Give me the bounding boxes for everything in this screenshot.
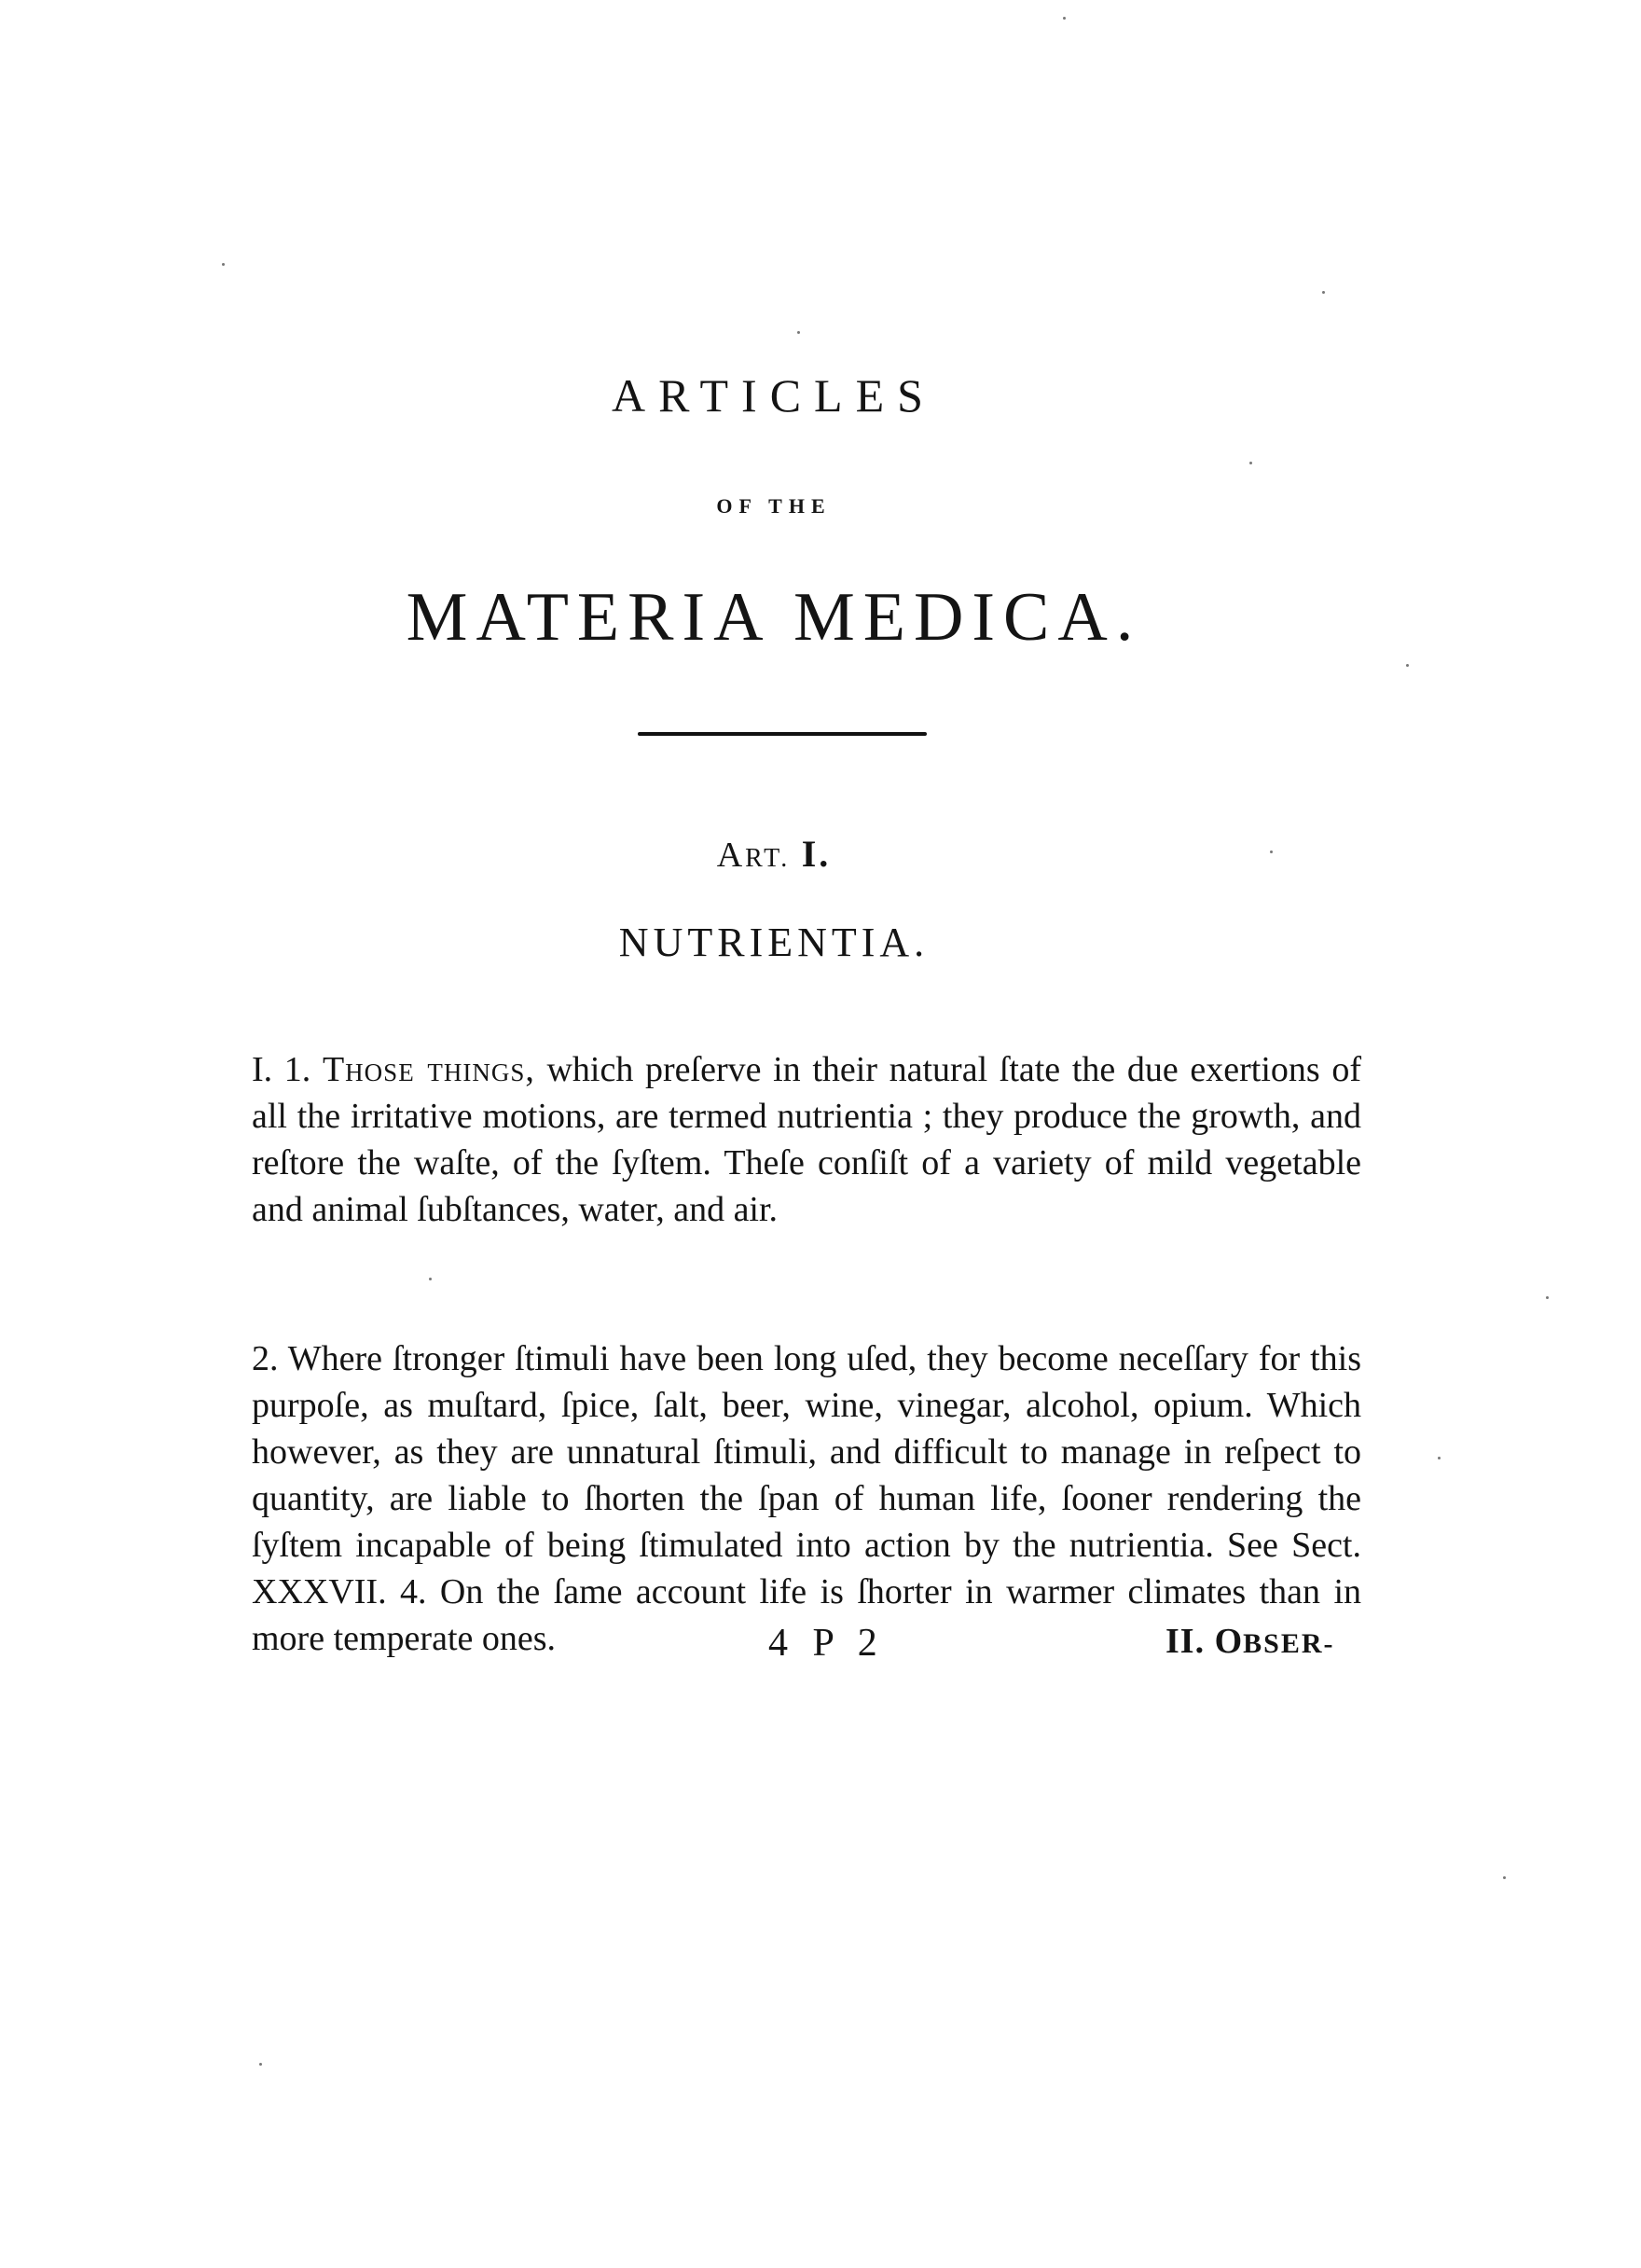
catchword	[1165, 1621, 1335, 1662]
print-speck	[222, 263, 225, 266]
paragraph-2-number: 2.	[252, 1339, 279, 1378]
paragraph-1-number: I. 1.	[252, 1050, 311, 1089]
article-heading	[0, 832, 1548, 876]
main-title: MATERIA MEDICA.	[406, 579, 1142, 656]
article-number: I.	[801, 833, 832, 875]
print-speck	[797, 331, 800, 334]
title-divider-rule	[638, 732, 927, 736]
page-subtitle: OF THE	[716, 494, 832, 518]
paragraph-1	[252, 1046, 1361, 1233]
page-title: ARTICLES	[612, 369, 936, 422]
print-speck	[1249, 462, 1252, 464]
catchword-roman: II. O	[1165, 1622, 1244, 1661]
print-speck	[1063, 17, 1066, 20]
print-speck	[1270, 850, 1273, 853]
paragraph-1-lead: Those things,	[322, 1050, 535, 1089]
paragraph-2-text: Where ſtronger ſtimuli have been long uſed, they become neceſſary for this purpoſe, as muſtard, ſpice, ſalt, beer, wine, vinegar, alcohol, opium. Which however, as they are unnatural ſtimuli, and difficult to manage in reſpect to quantity, are liable to ſhorten the ſpan of human life, ſooner rendering the ſyſtem incapable of being ſtimulated into action by the nutrientia. See Sect. XXXVII. 4. On the ſame account life is ſhorter in warmer climates than in more temperate ones.	[252, 1339, 1361, 1658]
print-speck	[1322, 291, 1325, 294]
print-speck	[259, 2063, 262, 2066]
catchword-smallcaps: BSER-	[1243, 1628, 1335, 1659]
section-title: NUTRIENTIA.	[618, 920, 930, 965]
print-speck	[1406, 664, 1409, 667]
article-label-smallcaps: RT.	[745, 844, 791, 873]
print-speck	[429, 1278, 432, 1280]
print-speck	[1503, 1876, 1506, 1879]
signature-mark: 4 P 2	[768, 1622, 885, 1665]
print-speck	[1546, 1296, 1549, 1299]
paragraph-1-text: which preſerve in their natural ſtate the due exertions of all the irritative motions, are termed nutrientia ; they produce the growth, and reſtore the waſte, of the ſyſtem. Theſe conſiſt of a variety of mild vegetable and animal ſubſtances, water, and air.	[252, 1050, 1362, 1229]
article-label-prefix: A	[716, 836, 746, 875]
print-speck	[1438, 1457, 1441, 1459]
paragraph-2	[252, 1335, 1361, 1662]
